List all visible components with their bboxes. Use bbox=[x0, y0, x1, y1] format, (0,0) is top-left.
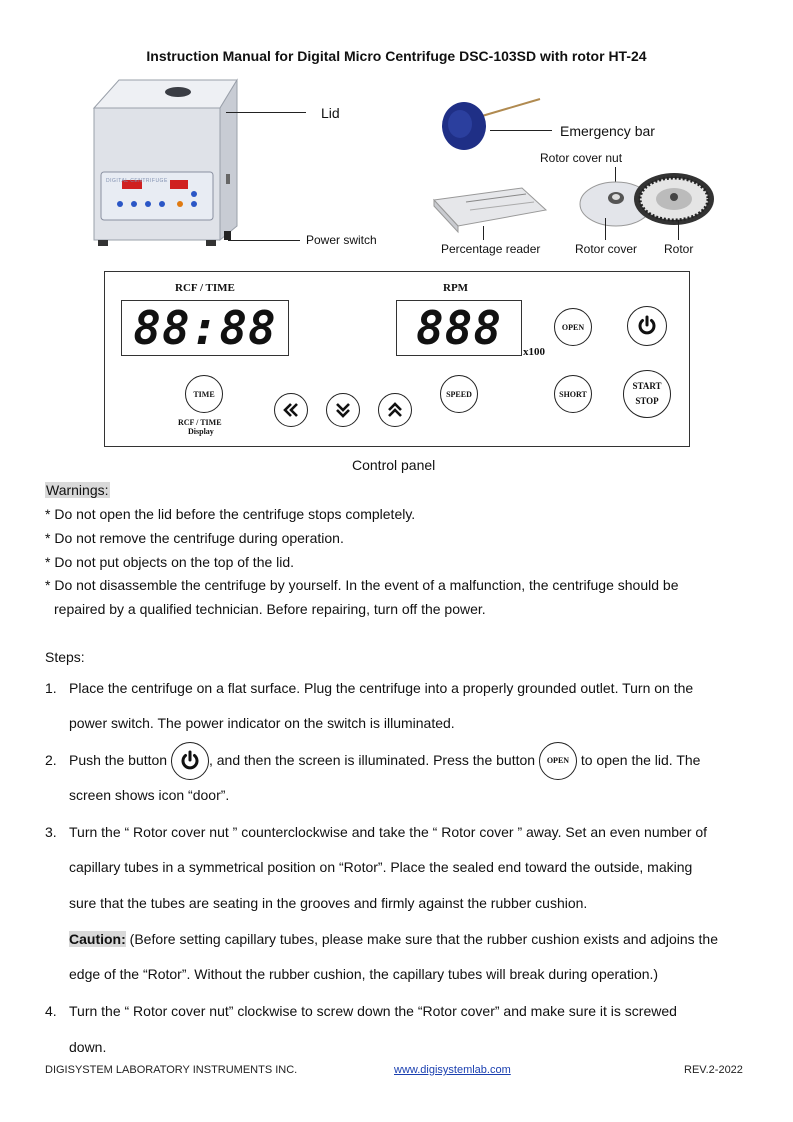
warning-4: * Do not disassemble the centrifuge by yourself. In the event of a malfunction, the centrifuge should be bbox=[45, 577, 679, 593]
footer-revision: REV.2-2022 bbox=[684, 1064, 743, 1076]
rpm-multiplier: x100 bbox=[523, 346, 545, 358]
label-power-switch: Power switch bbox=[306, 233, 377, 247]
stop-label: STOP bbox=[635, 396, 659, 406]
warning-4-continued: repaired by a qualified technician. Before repairing, turn off the power. bbox=[54, 601, 486, 617]
step-2-text-b: , and then the screen is illuminated. Press the button bbox=[208, 752, 536, 768]
emergency-bar-illustration bbox=[436, 96, 544, 156]
left-arrow-button[interactable] bbox=[274, 393, 308, 427]
rpm-label: RPM bbox=[443, 282, 469, 294]
label-lid: Lid bbox=[321, 105, 340, 121]
up-arrow-button[interactable] bbox=[378, 393, 412, 427]
step-4-line-2: down. bbox=[69, 1039, 107, 1055]
power-icon bbox=[635, 314, 659, 338]
step-3-line-3: sure that the tubes are seating in the grooves and firmly against the rubber cushion. bbox=[69, 895, 588, 911]
step-2-number: 2. bbox=[45, 752, 57, 768]
document-title: Instruction Manual for Digital Micro Centrifuge DSC-103SD with rotor HT-24 bbox=[146, 48, 647, 64]
step-2-text-a: Push the button bbox=[69, 752, 168, 768]
step-3-caution-line-2: edge of the “Rotor”. Without the rubber cushion, the capillary tubes will break during operation.) bbox=[69, 966, 659, 982]
power-button[interactable] bbox=[627, 306, 667, 346]
rcf-time-display-caption-2: Display bbox=[188, 427, 214, 436]
step-3-line-1: Turn the “ Rotor cover nut ” counterclockwise and take the “ Rotor cover ” away. Set an even number of bbox=[69, 824, 708, 840]
percentage-reader-illustration bbox=[426, 182, 550, 234]
warnings-heading-text: Warnings: bbox=[46, 482, 109, 498]
footer-company: DIGISYSTEM LABORATORY INSTRUMENTS INC. bbox=[45, 1064, 298, 1076]
rpm-display: 888 bbox=[396, 300, 522, 356]
step-1-line-2: power switch. The power indicator on the switch is illuminated. bbox=[69, 715, 455, 731]
label-rotor-cover-nut: Rotor cover nut bbox=[540, 151, 623, 165]
step-2-line-1 bbox=[69, 741, 700, 780]
short-button[interactable]: SHORT bbox=[554, 375, 592, 413]
warning-1: * Do not open the lid before the centrifuge stops completely. bbox=[45, 506, 416, 522]
warning-2: * Do not remove the centrifuge during operation. bbox=[45, 530, 344, 546]
double-chevron-left-icon bbox=[282, 401, 300, 419]
label-emergency-bar: Emergency bar bbox=[560, 123, 655, 139]
step-2-text-c: to open the lid. The bbox=[580, 752, 701, 768]
step-2-power-button bbox=[171, 742, 209, 780]
caution-label: Caution: bbox=[69, 931, 126, 947]
label-percentage-reader: Percentage reader bbox=[441, 242, 541, 256]
label-rotor: Rotor bbox=[664, 242, 694, 256]
open-button[interactable]: OPEN bbox=[554, 308, 592, 346]
step-3-number: 3. bbox=[45, 824, 57, 840]
step-4-line-1: Turn the “ Rotor cover nut” clockwise to screw down the “Rotor cover” and make sure it is screwed bbox=[69, 1003, 677, 1019]
step-3-line-2: capillary tubes in a symmetrical position on “Rotor”. Place the sealed end toward the outside, making bbox=[69, 859, 693, 875]
step-1-number: 1. bbox=[45, 680, 57, 696]
step-3-caution-line-1 bbox=[69, 931, 718, 947]
rcf-time-label: RCF / TIME bbox=[175, 282, 235, 294]
rcf-time-display: 88:88 bbox=[121, 300, 289, 356]
control-panel-caption: Control panel bbox=[352, 457, 436, 473]
rotor-illustration bbox=[632, 170, 716, 228]
step-2-line-2: screen shows icon “door”. bbox=[69, 787, 230, 803]
step-2-open-button: OPEN bbox=[539, 742, 577, 780]
label-rotor-cover: Rotor cover bbox=[575, 242, 638, 256]
control-panel bbox=[104, 271, 690, 447]
double-chevron-down-icon bbox=[334, 401, 352, 419]
power-icon bbox=[178, 749, 202, 773]
warnings-heading bbox=[45, 482, 110, 498]
steps-heading: Steps: bbox=[45, 649, 85, 665]
rcf-time-display-caption-1: RCF / TIME bbox=[178, 418, 222, 427]
start-label: START bbox=[632, 381, 662, 391]
time-button[interactable]: TIME bbox=[185, 375, 223, 413]
start-stop-button[interactable] bbox=[623, 370, 671, 418]
step-4-number: 4. bbox=[45, 1003, 57, 1019]
caution-text: (Before setting capillary tubes, please make sure that the rubber cushion exists and adjoins the bbox=[125, 931, 718, 947]
warning-3: * Do not put objects on the top of the lid. bbox=[45, 554, 295, 570]
down-arrow-button[interactable] bbox=[326, 393, 360, 427]
step-1-line-1: Place the centrifuge on a flat surface. Plug the centrifuge into a properly grounded outlet. Turn on the bbox=[69, 680, 694, 696]
centrifuge-illustration bbox=[74, 76, 244, 252]
footer-website-link[interactable]: www.digisystemlab.com bbox=[394, 1064, 511, 1076]
speed-button[interactable]: SPEED bbox=[440, 375, 478, 413]
double-chevron-up-icon bbox=[386, 401, 404, 419]
device-brand-label: DIGITAL CENTRIFUGE bbox=[106, 178, 168, 184]
footer-website-wrap bbox=[394, 1064, 511, 1076]
